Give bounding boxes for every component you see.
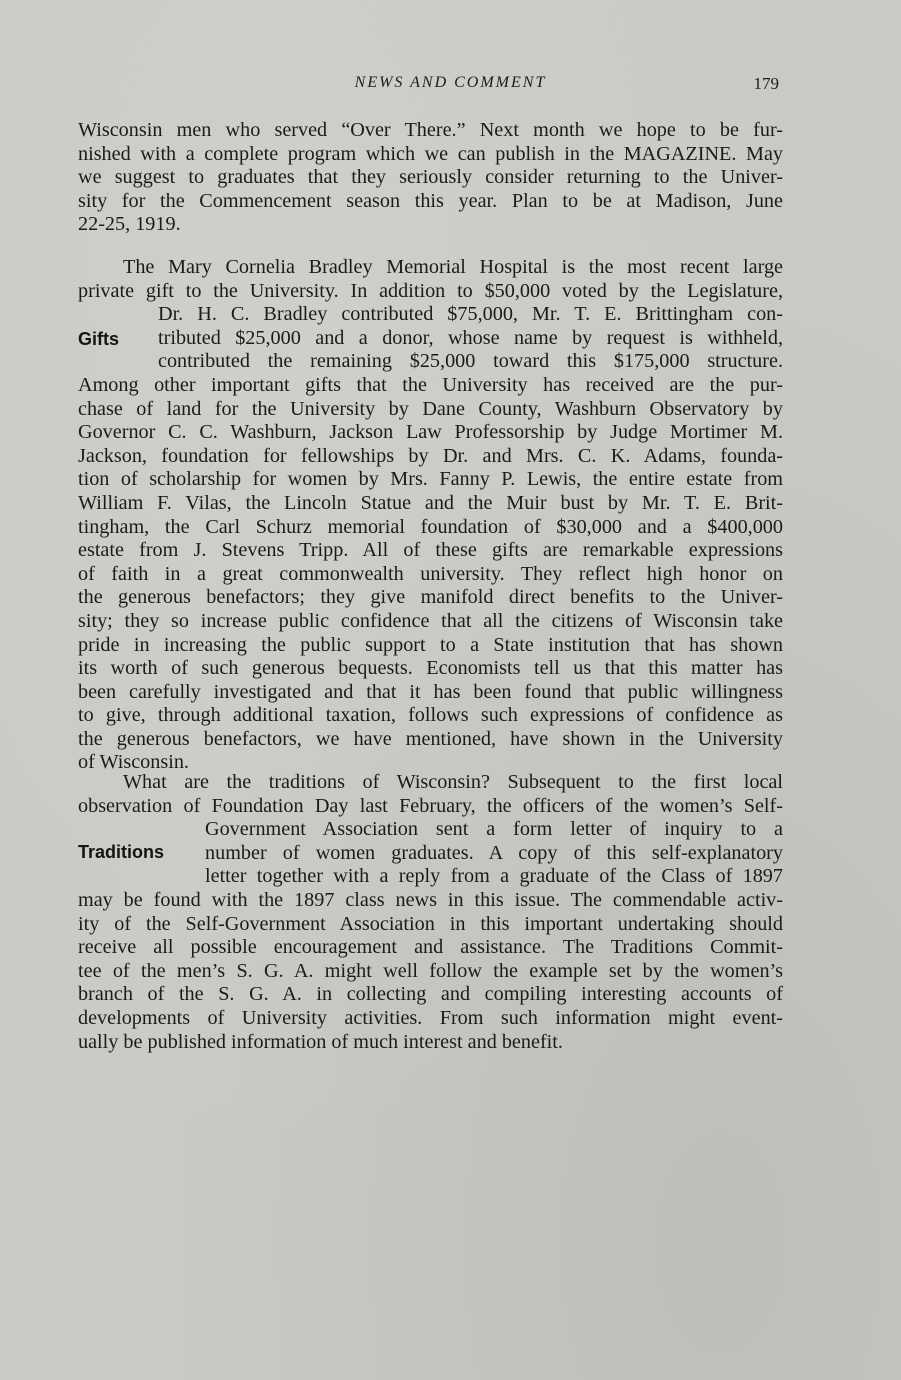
text-line: estate from J. Stevens Tripp. All of these gifts are remarkable expressions [78, 539, 783, 562]
text-line: ity of the Self-Government Association in this important undertaking should [78, 912, 783, 935]
text-line: the generous benefactors; they give manifold direct benefits to the Univer- [78, 586, 783, 609]
text-line: receive all possible encouragement and assistance. The Traditions Commit- [78, 936, 783, 959]
text-line: 22-25, 1919. [78, 213, 181, 236]
running-title: NEWS AND COMMENT [354, 74, 547, 91]
text-line: the generous benefactors, we have mentioned, have shown in the University [78, 727, 783, 750]
text-line: Jackson, foundation for fellowships by Dr. and Mrs. C. K. Adams, founda- [78, 444, 783, 467]
text-line: its worth of such generous bequests. Economists tell us that this matter has [78, 657, 783, 680]
text-line: ually be published information of much interest and benefit. [78, 1030, 563, 1053]
text-line: sity; they so increase public confidence that all the citizens of Wisconsin take [78, 609, 783, 632]
text-line: observation of Foundation Day last February, the officers of the women’s Self- [78, 794, 783, 817]
paragraph-gifts [78, 256, 783, 775]
text-line: Governor C. C. Washburn, Jackson Law Professorship by Judge Mortimer M. [78, 421, 783, 444]
text-line: tee of the men’s S. G. A. might well follow the example set by the women’s [78, 959, 783, 982]
text-line: Government Association sent a form letter of inquiry to a [205, 818, 783, 841]
sidenote-traditions: Traditions [78, 842, 165, 862]
text-line: branch of the S. G. A. in collecting and compiling interesting accounts of [78, 983, 783, 1006]
text-line: of Wisconsin. [78, 751, 189, 774]
text-line: private gift to the University. In addition to $50,000 voted by the Legislature, [78, 279, 783, 302]
text-line: Wisconsin men who served “Over There.” Next month we hope to be fur- [78, 119, 783, 141]
paragraph-traditions [78, 771, 783, 1054]
text-line: Among other important gifts that the University has received are the pur- [78, 373, 783, 396]
text-line: of faith in a great commonwealth university. They reflect high honor on [78, 562, 783, 585]
text-line: Dr. H. C. Bradley contributed $75,000, Mr. T. E. Brittingham con- [158, 303, 783, 326]
sidenote-gifts: Gifts [78, 329, 120, 349]
text-line: William F. Vilas, the Lincoln Statue and the Muir bust by Mr. T. E. Brit- [78, 491, 783, 514]
text-line: been carefully investigated and that it has been found that public willingness [78, 680, 783, 703]
text-line: letter together with a reply from a graduate of the Class of 1897 [205, 865, 783, 888]
paragraph-continuation [78, 119, 783, 237]
text-line: to give, through additional taxation, follows such expressions of confidence as [78, 704, 783, 727]
text-line: developments of University activities. From such information might event- [78, 1006, 783, 1029]
text-line: number of women graduates. A copy of this self-explanatory [205, 841, 783, 864]
text-line: The Mary Cornelia Bradley Memorial Hospital is the most recent large [123, 256, 783, 278]
text-line: tingham, the Carl Schurz memorial foundation of $30,000 and a $400,000 [78, 515, 783, 538]
text-line: What are the traditions of Wisconsin? Subsequent to the first local [123, 771, 783, 793]
page-number: 179 [753, 74, 779, 93]
text-line: contributed the remaining $25,000 toward this $175,000 structure. [158, 350, 783, 373]
text-line: sity for the Commencement season this year. Plan to be at Madison, June [78, 189, 783, 212]
text-line: chase of land for the University by Dane County, Washburn Observatory by [78, 397, 783, 420]
text-line: nished with a complete program which we can publish in the MAGAZINE. May [78, 142, 783, 165]
text-line: pride in increasing the public support to a State institution that has shown [78, 633, 783, 656]
text-line: tion of scholarship for women by Mrs. Fanny P. Lewis, the entire estate from [78, 468, 783, 491]
text-line: we suggest to graduates that they seriously consider returning to the Univer- [78, 166, 783, 189]
text-line: tributed $25,000 and a donor, whose name by request is withheld, [158, 326, 783, 349]
running-head [0, 72, 901, 96]
text-line: may be found with the 1897 class news in this issue. The commendable activ- [78, 888, 783, 911]
